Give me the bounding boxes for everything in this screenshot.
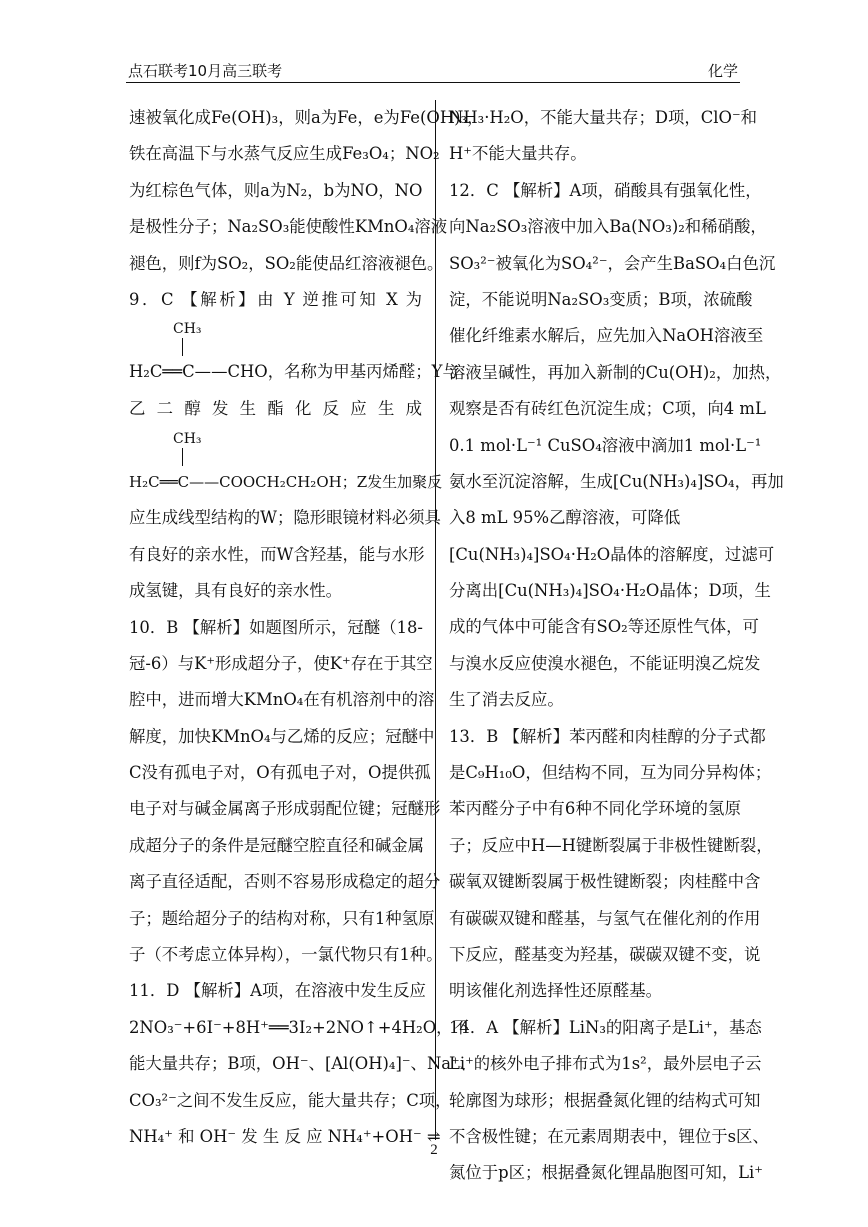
text-line: 0.1 mol·L⁻¹ CuSO₄溶液中滴加1 mol·L⁻¹ [449, 435, 762, 455]
text-line: 轮廓图为球形；根据叠氮化锂的结构式可知 [449, 1090, 761, 1110]
text-line: 溶液呈碱性，再加入新制的Cu(OH)₂，加热， [449, 362, 782, 382]
text-line: 褪色，则f为SO₂，SO₂能使品红溶液褪色。 [129, 253, 444, 273]
formula-text: H₂C══C——COOCH₂CH₂OH [129, 472, 342, 491]
text-line: 电子对与碱金属离子形成弱配位键；冠醚形 [129, 799, 441, 819]
text-line: 14．A 【解析】LiN₃的阳离子是Li⁺，基态 [449, 1017, 762, 1037]
structure-formula-ester [129, 428, 443, 501]
text-line: 碳氧双键断裂属于极性键断裂；肉桂醛中含 [449, 872, 761, 892]
text-line: 成氢键，具有良好的亲水性。 [129, 581, 343, 601]
text-line: 向Na₂SO₃溶液中加入Ba(NO₃)₂和稀硝酸， [449, 217, 767, 237]
text-line: 淀，不能说明Na₂SO₃变质；B项，浓硫酸 [449, 289, 753, 309]
text-line: 2NO₃⁻+6I⁻+8H⁺══3I₂+2NO↑+4H₂O，不 [129, 1017, 469, 1037]
formula-caption: ；Z发生加聚反 [341, 472, 443, 491]
text-line: C没有孤电子对，O有孤电子对，O提供孤 [129, 763, 431, 783]
text-line: 氨水至沉淀溶解，生成[Cu(NH₃)₄]SO₄，再加 [449, 471, 784, 491]
text-line: 子；反应中H—H键断裂属于非极性键断裂， [449, 835, 773, 855]
text-line: 离子直径适配，否则不容易形成稳定的超分 [129, 872, 441, 892]
text-line: 12．C 【解析】A项，硝酸具有强氧化性， [449, 180, 762, 200]
text-line: 腔中，进而增大KMnO₄在有机溶剂中的溶 [129, 690, 435, 710]
column-divider [435, 100, 436, 1140]
text-line: 冠-6）与K⁺形成超分子，使K⁺存在于其空 [129, 653, 433, 673]
text-line: 应生成线型结构的W；隐形眼镜材料必须具 [129, 508, 441, 528]
text-line: 子；题给超分子的结构对称，只有1种氢原 [129, 908, 435, 928]
left-column [129, 100, 484, 1155]
right-column [449, 100, 784, 1192]
text-line: H⁺不能大量共存。 [449, 144, 587, 164]
text-line: 苯丙醛分子中有6种不同化学环境的氢原 [449, 799, 741, 819]
text-line: 下反应，醛基变为羟基，碳碳双键不变，说 [449, 944, 761, 964]
text-line: 入8 mL 95%乙醇溶液，可降低 [449, 508, 681, 528]
page-header [126, 60, 740, 83]
text-line: 子（不考虑立体异构），一氯代物只有1种。 [129, 945, 443, 965]
text-line: 催化纤维素水解后，应先加入NaOH溶液至 [449, 326, 764, 346]
text-line: 乙 二 醇 发 生 酯 化 反 应 生 成 [129, 399, 422, 419]
text-line: 是极性分子；Na₂SO₃能使酸性KMnO₄溶液 [129, 217, 448, 237]
text-line: 速被氧化成Fe(OH)₃，则a为Fe，e为Fe(OH)₃， [129, 108, 484, 127]
structure-main-chain [129, 354, 459, 390]
text-line: 13．B 【解析】苯丙醛和肉桂醇的分子式都 [449, 726, 766, 746]
structure-main-chain [129, 464, 442, 500]
text-line: 解度，加快KMnO₄与乙烯的反应；冠醚中 [129, 726, 435, 746]
text-line: 是C₉H₁₀O，但结构不同，互为同分异构体； [449, 763, 772, 783]
methyl-group-label: CH₃ [173, 321, 202, 338]
text-line: NH₃·H₂O，不能大量共存；D项，ClO⁻和 [449, 108, 758, 127]
text-line: 生了消去反应。 [449, 690, 564, 710]
text-line: [Cu(NH₃)₄]SO₄·H₂O晶体的溶解度，过滤可 [449, 544, 775, 564]
text-line: 成的气体中可能含有SO₂等还原性气体，可 [449, 617, 759, 637]
text-line: 明该催化剂选择性还原醛基。 [449, 981, 663, 1001]
text-line: 10．B 【解析】如题图所示，冠醚（18- [129, 617, 423, 637]
text-line: 为红棕色气体，则a为N₂，b为NO，NO [129, 180, 423, 200]
text-line: 不含极性键；在元素周期表中，锂位于s区、 [449, 1126, 769, 1146]
text-line: 有良好的亲水性，而W含羟基，能与水形 [129, 544, 425, 564]
text-line: 11．D 【解析】A项，在溶液中发生反应 [129, 981, 426, 1001]
text-line: CO₃²⁻之间不发生反应，能大量共存；C项， [129, 1090, 452, 1110]
text-line: 铁在高温下与水蒸气反应生成Fe₃O₄；NO₂ [129, 144, 440, 164]
page-number: 2 [430, 1142, 438, 1158]
text-line: 与溴水反应使溴水褪色，不能证明溴乙烷发 [449, 653, 761, 673]
text-line: Li⁺的核外电子排布式为1s²，最外层电子云 [449, 1054, 762, 1074]
header-subject: 化学 [707, 62, 738, 80]
formula-text: H₂C══C——CHO [129, 362, 268, 382]
header-exam-title: 点石联考10月高三联考 [128, 62, 283, 80]
formula-caption: ，名称为甲基丙烯醛；Y与 [267, 362, 459, 382]
text-line: 分离出[Cu(NH₃)₄]SO₄·H₂O晶体；D项，生 [449, 581, 771, 601]
text-line: 9．C 【解析】由 Y 逆推可知 X 为 [129, 289, 422, 309]
methyl-group-label: CH₃ [173, 430, 202, 447]
text-line: 观察是否有砖红色沉淀生成；C项，向4 mL [449, 399, 766, 419]
text-line: NH₄⁺ 和 OH⁻ 发 生 反 应 NH₄⁺+OH⁻ ⇌ [129, 1126, 441, 1146]
text-line: 有碳碳双键和醛基，与氢气在催化剂的作用 [449, 908, 761, 928]
structure-formula-methacrolein [129, 318, 459, 391]
text-line: SO₃²⁻被氧化为SO₄²⁻，会产生BaSO₄白色沉 [449, 253, 776, 273]
text-line: 成超分子的条件是冠醚空腔直径和碱金属 [129, 835, 425, 855]
text-line: 氮位于p区；根据叠氮化锂晶胞图可知，Li⁺ [449, 1163, 763, 1183]
text-line: 能大量共存；B项，OH⁻、[Al(OH)₄]⁻、Na⁺、 [129, 1054, 477, 1074]
